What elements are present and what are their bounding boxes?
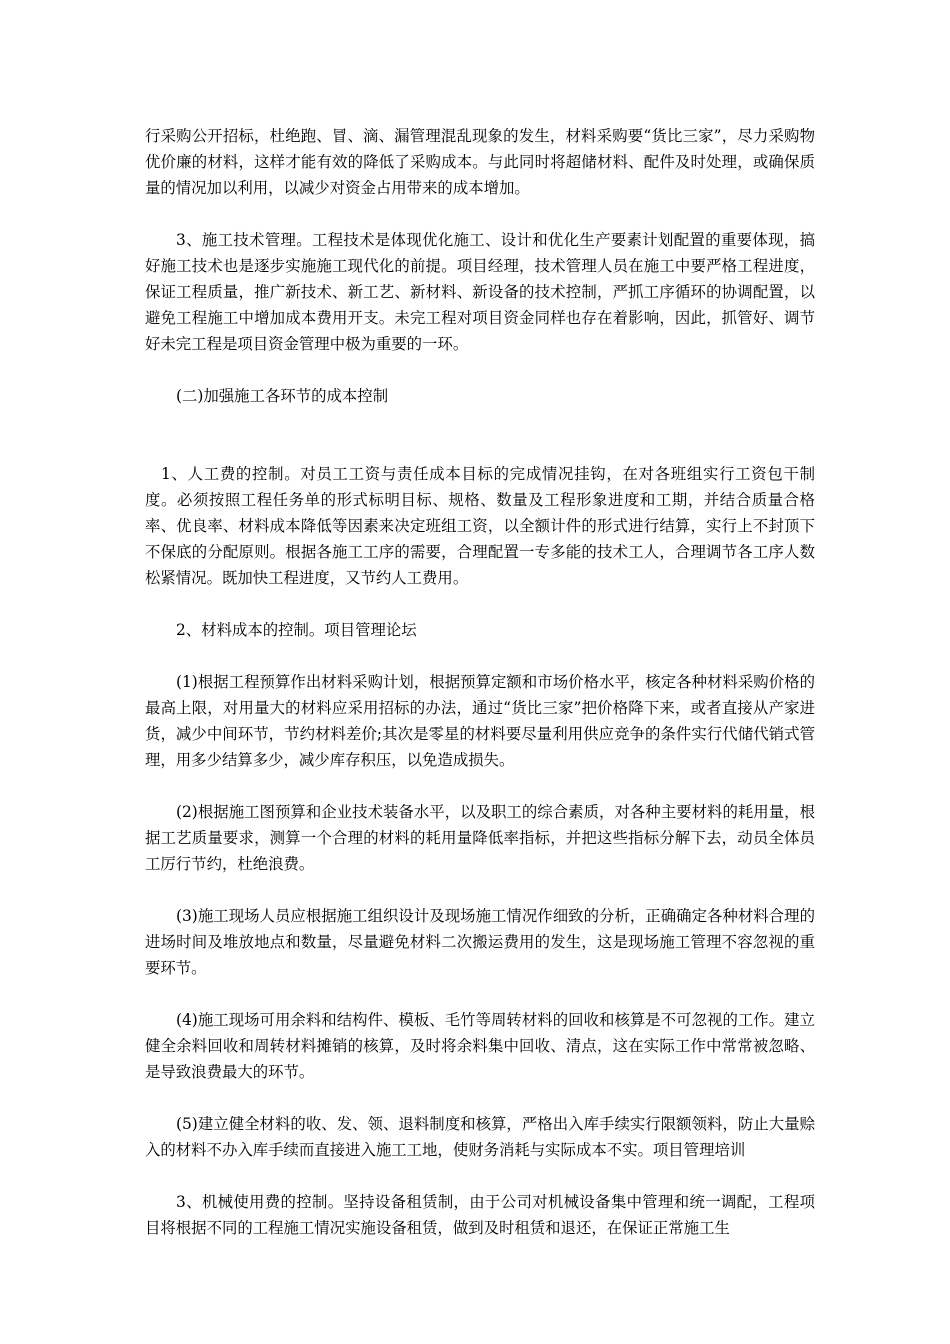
section-heading-cost-control: (二)加强施工各环节的成本控制 <box>176 387 389 405</box>
paragraph-material-item-1: (1)根据工程预算作出材料采购计划，根据预算定额和市场价格水平，核定各种材料采购价格的最高上限，对用量大的材料应采用招标的办法，通过“货比三家”把价格降下来，或者直接从产家进货，减少中间环节，节约材料差价;其次是零星的材料要尽量利用供应竞争的条件实行代储代销式管理，用多少结算多少，减少库存积压，以免造成损失。 <box>145 673 815 769</box>
document-page <box>145 123 815 1241</box>
paragraph-material-item-5: (5)建立健全材料的收、发、领、退料制度和核算，严格出入库手续实行限额领料，防止大量赊入的材料不办入库手续而直接进入施工工地，使财务消耗与实际成本不实。项目管理培训 <box>145 1115 815 1159</box>
paragraph-material-item-3: (3)施工现场人员应根据施工组织设计及现场施工情况作细致的分析，正确确定各种材料合理的进场时间及堆放地点和数量，尽量避免材料二次搬运费用的发生，这是现场施工管理不容忽视的重要环节。 <box>145 907 815 977</box>
paragraph-labor-cost: 1、人工费的控制。对员工工资与责任成本目标的完成情况挂钩，在对各班组实行工资包干制度。必须按照工程任务单的形式标明目标、规格、数量及工程形象进度和工期，并结合质量合格率、优良率、材料成本降低等因素来决定班组工资，以全额计件的形式进行结算，实行上不封顶下不保底的分配原则。根据各施工工序的需要，合理配置一专多能的技术工人，合理调节各工序人数松紧情况。既加快工程进度，又节约人工费用。 <box>145 465 815 587</box>
paragraph-machinery-cost: 3、机械使用费的控制。坚持设备租赁制，由于公司对机械设备集中管理和统一调配，工程项目将根据不同的工程施工情况实施设备租赁，做到及时租赁和退还，在保证正常施工生 <box>145 1193 815 1237</box>
paragraph-material-cost-heading: 2、材料成本的控制。项目管理论坛 <box>176 621 417 639</box>
paragraph-construction-technology: 3、施工技术管理。工程技术是体现优化施工、设计和优化生产要素计划配置的重要体现，搞好施工技术也是逐步实施施工现代化的前提。项目经理，技术管理人员在施工中要严格工程进度，保证工程质量，推广新技术、新工艺、新材料、新设备的技术控制，严抓工序循环的协调配置，以避免工程施工中增加成本费用开支。未完工程对项目资金同样也存在着影响，因此，抓管好、调节好未完工程是项目资金管理中极为重要的一环。 <box>145 231 815 353</box>
paragraph-material-item-2: (2)根据施工图预算和企业技术装备水平，以及职工的综合素质，对各种主要材料的耗用量，根据工艺质量要求，测算一个合理的材料的耗用量降低率指标，并把这些指标分解下去，动员全体员工厉行节约，杜绝浪费。 <box>145 803 815 873</box>
paragraph-procurement: 行采购公开招标，杜绝跑、冒、滴、漏管理混乱现象的发生，材料采购要“货比三家”，尽力采购物优价廉的材料，这样才能有效的降低了采购成本。与此同时将超储材料、配件及时处理，或确保质量的情况加以利用，以减少对资金占用带来的成本增加。 <box>145 127 815 197</box>
paragraph-material-item-4: (4)施工现场可用余料和结构件、模板、毛竹等周转材料的回收和核算是不可忽视的工作。建立健全余料回收和周转材料摊销的核算，及时将余料集中回收、清点，这在实际工作中常常被忽略、是导致浪费最大的环节。 <box>145 1011 815 1081</box>
